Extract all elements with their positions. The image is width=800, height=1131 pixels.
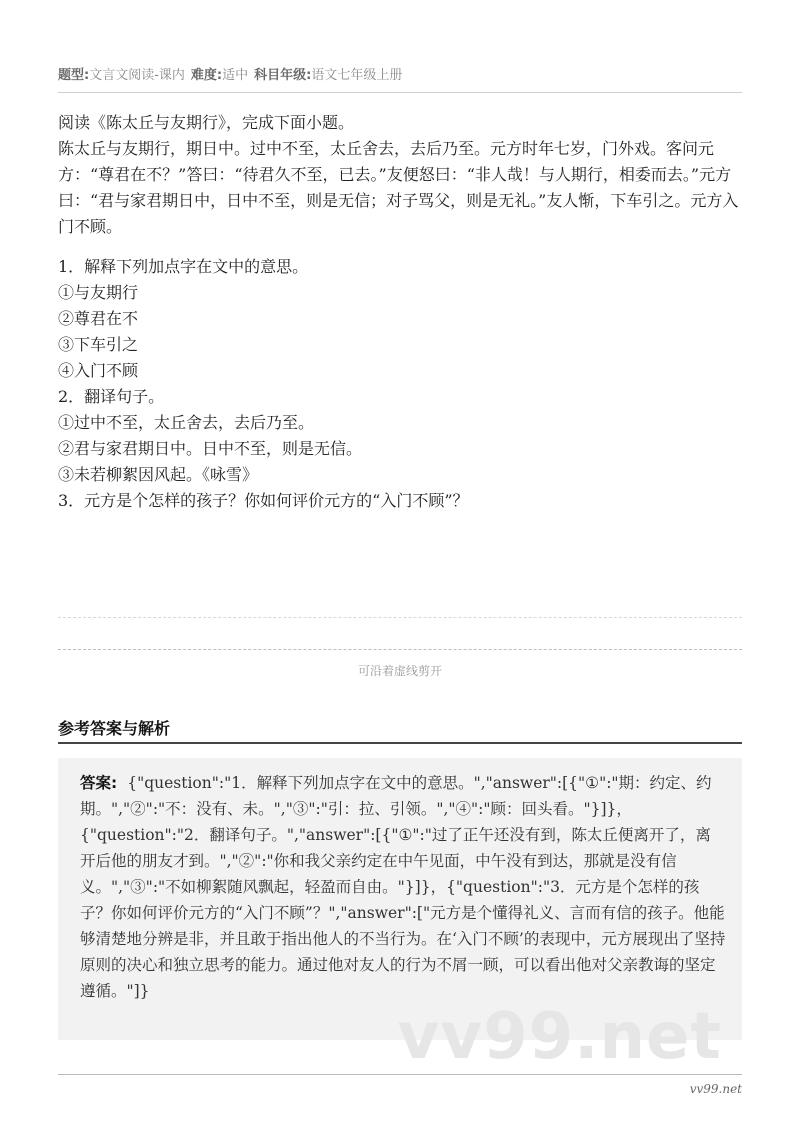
- type-value: 文言文阅读-课内: [89, 68, 185, 83]
- cut-hint: 可沿着虚线剪开: [357, 664, 442, 678]
- question-item: 1．解释下列加点字在文中的意思。: [58, 257, 309, 276]
- difficulty-value: 适中: [222, 68, 249, 83]
- difficulty-label: 难度:: [190, 68, 223, 83]
- question-item: ①与友期行: [58, 283, 139, 302]
- question-item: ③未若柳絮因风起。《咏雪》: [58, 465, 259, 484]
- footer-divider: [58, 1074, 742, 1075]
- question-meta: [58, 64, 402, 83]
- cut-line: [58, 649, 742, 650]
- question-item: ③下车引之: [58, 335, 139, 354]
- question-item: 3．元方是个怎样的孩子？你如何评价元方的“入门不顾”？: [58, 491, 469, 510]
- subject-value: 语文七年级上册: [311, 68, 403, 83]
- type-label: 题型:: [58, 68, 90, 83]
- answer-content: {"question":"1．解释下列加点字在文中的意思。","answer":[{"①":"期：约定、约期。","②":"不：没有、未。","③":"引：拉、引领。","④":"顾：回头看。"}]}，{"question":"2．翻译句子。","answer":[{"①":"过了正午还没有到，陈太丘便离开了，离开后他的朋友才到。","②":"你和我父亲约定在中午见面，中午没有到达，那就是没有信义。","③":"不如柳絮随风飘起，轻盈而自由。"}]}，{"question":"3．元方是个怎样的孩子？你如何评价元方的“入门不顾”？","answer":["元方是个懂得礼义、言而有信的孩子。他能够清楚地分辨是非，并且敢于指出他人的不当行为。在‘入门不顾’的表现中，元方展现出了坚持原则的决心和独立思考的能力。通过他对友人的行为不屑一顾，可以看出他对父亲教诲的坚定遵循。"]}: [80, 774, 726, 1000]
- question-body: [58, 110, 748, 514]
- answer-section-title: 参考答案与解析: [58, 719, 171, 738]
- dashed-divider: [58, 617, 742, 618]
- question-item: ②君与家君期日中。日中不至，则是无信。: [58, 439, 363, 458]
- subject-label: 科目年级:: [254, 68, 312, 83]
- passage-text: 陈太丘与友期行，期日中。过中不至，太丘舍去，去后乃至。元方时年七岁，门外戏。客问元方：“尊君在不？”答曰：“待君久不至，已去。”友便怒曰：“非人哉！与人期行，相委而去。”元方曰：“君与家君期日中，日中不至，则是无信；对子骂父，则是无礼。”友人惭，下车引之。元方入门不顾。: [58, 139, 739, 236]
- question-item: ②尊君在不: [58, 309, 139, 328]
- question-item: ①过中不至，太丘舍去，去后乃至。: [58, 413, 315, 432]
- answer-text: [80, 770, 726, 1004]
- question-intro: 阅读《陈太丘与友期行》，完成下面小题。: [58, 113, 355, 132]
- watermark: vv99.net: [397, 1000, 722, 1074]
- answer-title-divider: [58, 742, 742, 744]
- meta-divider: [58, 92, 742, 93]
- answer-label: 答案:: [80, 774, 118, 792]
- answer-box: [58, 758, 742, 1040]
- footer-site-link[interactable]: vv99.net: [689, 1082, 742, 1096]
- question-item: ④入门不顾: [58, 361, 139, 380]
- question-item: 2．翻译句子。: [58, 387, 165, 406]
